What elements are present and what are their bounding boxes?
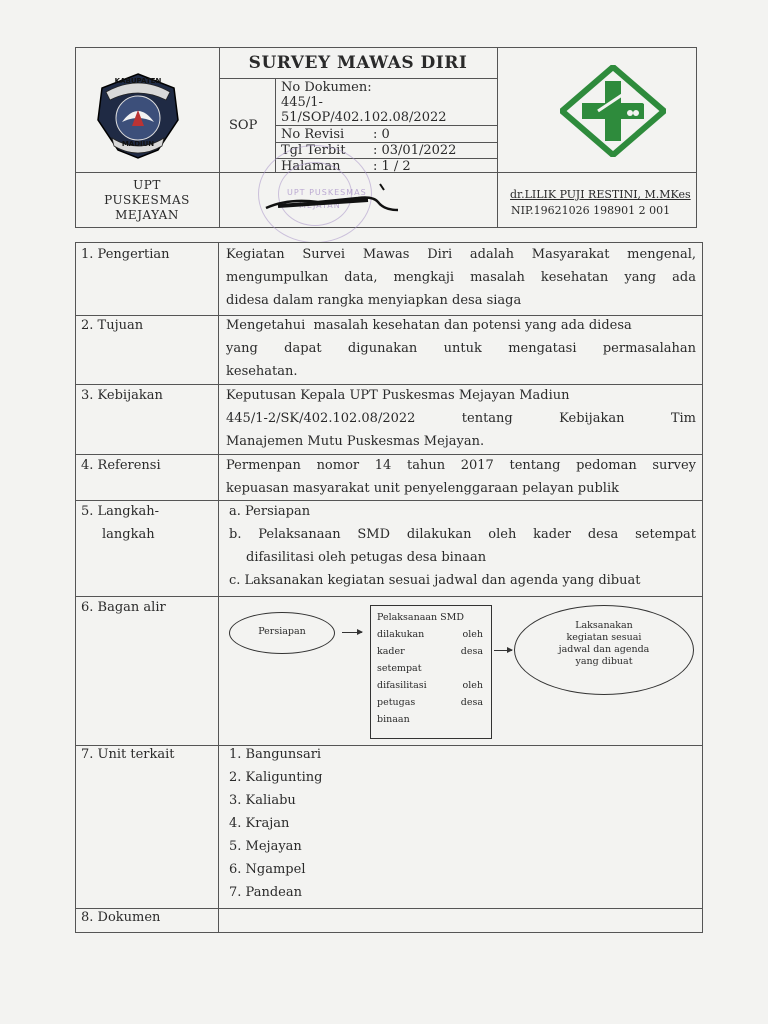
flow-end-line-1: Laksanakan (575, 620, 633, 631)
document-title: SURVEY MAWAS DIRI (248, 53, 468, 73)
label-unit: 7. Unit terkait (81, 747, 175, 762)
unit-item-5: 5. Mejayan (229, 839, 302, 854)
langkah-item-b-cont: difasilitasi oleh petugas desa binaan (246, 550, 487, 565)
pengertian-line-2: mengumpulkan data, mengkaji masalah kesehatan yang ada (226, 270, 696, 285)
flow-end-line-4: yang dibuat (575, 656, 633, 667)
unit-item-3: 3. Kaliabu (229, 793, 296, 808)
terbit-label: Tgl Terbit (281, 143, 346, 158)
doc-no-line1: 445/1- (281, 95, 323, 110)
revisi-label: No Revisi (281, 127, 345, 142)
logo-text-top: KABUPATEN (114, 77, 162, 85)
label-kebijakan: 3. Kebijakan (81, 388, 163, 403)
halaman-value: : 1 / 2 (373, 159, 411, 174)
langkah-item-a: a. Persiapan (229, 504, 311, 519)
label-pengertian: 1. Pengertian (81, 247, 170, 262)
flow-line-7: difasilitasi (377, 680, 427, 691)
stamp-text-2: UPT PUSKESMAS (287, 188, 367, 197)
label-referensi: 4. Referensi (81, 458, 161, 473)
unit-item-2: 2. Kaligunting (229, 770, 323, 785)
unit-item-6: 6. Ngampel (229, 862, 306, 877)
flow-line-10: desa (460, 697, 483, 708)
label-tujuan: 2. Tujuan (81, 318, 144, 333)
flow-end-line-2: kegiatan sesuai (566, 632, 642, 643)
content-pengertian (226, 243, 696, 312)
org-line-1: UPT (133, 178, 161, 192)
signature (258, 180, 408, 220)
label-langkah-line-1: 5. Langkah- (81, 504, 160, 519)
doc-no-label: No Dokumen: (281, 80, 372, 95)
content-tujuan (226, 314, 696, 383)
org-name (75, 178, 219, 223)
flow-line-8: oleh (462, 680, 483, 691)
revisi-value: : 0 (373, 127, 390, 142)
tujuan-line-2: yang dapat digunakan untuk mengatasi permasalahan (226, 341, 696, 356)
flow-line-5: desa (460, 646, 483, 657)
content-unit (229, 743, 529, 904)
halaman-label: Halaman (281, 159, 341, 174)
flow-line-6: setempat (377, 663, 422, 674)
unit-item-7: 7. Pandean (229, 885, 302, 900)
doc-no-line2: 51/SOP/402.102.08/2022 (281, 110, 447, 125)
pengertian-line-3: didesa dalam rangka menyiapkan desa siaga (226, 293, 522, 308)
flow-line-9: petugas (377, 697, 416, 708)
content-referensi (226, 454, 696, 500)
kebijakan-line-1: Keputusan Kepala UPT Puskesmas Mejayan Madiun (226, 388, 570, 403)
terbit-value: : 03/01/2022 (373, 143, 457, 158)
sop-label: SOP (229, 118, 258, 133)
label-langkah (81, 500, 159, 546)
tujuan-line-3: kesehatan. (226, 364, 298, 379)
flow-line-4: kader (377, 646, 405, 657)
stamp-text-3: MEJAYAN (299, 201, 341, 210)
signer-name: dr.LILIK PUJI RESTINI, M.MKes (510, 188, 691, 201)
flow-line-1: Pelaksanaan SMD (377, 612, 465, 623)
logo-text-bottom: MADIUN (121, 140, 155, 148)
content-langkah (229, 500, 696, 592)
flow-step-pelaksanaan-label (377, 609, 483, 728)
flow-arrow-1 (342, 632, 362, 633)
label-langkah-line-2: langkah (102, 527, 155, 542)
flow-line-2: dilakukan (377, 629, 425, 640)
flow-step-persiapan-label: Persiapan (258, 626, 306, 637)
flow-step-laksanakan-label (514, 620, 694, 668)
label-dokumen: 8. Dokumen (81, 910, 161, 925)
referensi-line-1: Permenpan nomor 14 tahun 2017 tentang pedoman survey (226, 458, 696, 473)
referensi-line-2: kepuasan masyarakat unit penyelenggaraan pelayan publik (226, 481, 619, 496)
langkah-item-c: c. Laksanakan kegiatan sesuai jadwal dan agenda yang dibuat (229, 573, 641, 588)
flow-line-11: binaan (377, 714, 410, 725)
flow-end-line-3: jadwal dan agenda (558, 644, 650, 655)
pengertian-line-1: Kegiatan Survei Mawas Diri adalah Masyarakat mengenal, (226, 247, 696, 262)
tujuan-line-1: Mengetahui masalah kesehatan dan potensi yang ada didesa (226, 318, 632, 333)
flow-line-3: oleh (462, 629, 483, 640)
unit-item-4: 4. Krajan (229, 816, 290, 831)
org-line-3: MEJAYAN (115, 208, 179, 222)
signer-nip: NIP.19621026 198901 2 001 (511, 204, 671, 217)
kabupaten-madiun-logo (92, 70, 184, 162)
kebijakan-line-3: Manajemen Mutu Puskesmas Mejayan. (226, 434, 485, 449)
langkah-item-b: b. Pelaksanaan SMD dilakukan oleh kader desa setempat (229, 527, 696, 542)
puskesmas-logo (560, 65, 666, 157)
content-kebijakan (226, 384, 696, 453)
unit-item-1: 1. Bangunsari (229, 747, 322, 762)
org-line-2: PUSKESMAS (104, 193, 190, 207)
kebijakan-line-2: 445/1-2/SK/402.102.08/2022 tentang Kebijakan Tim (226, 411, 696, 426)
flow-arrow-2 (494, 650, 512, 651)
label-bagan: 6. Bagan alir (81, 600, 166, 615)
